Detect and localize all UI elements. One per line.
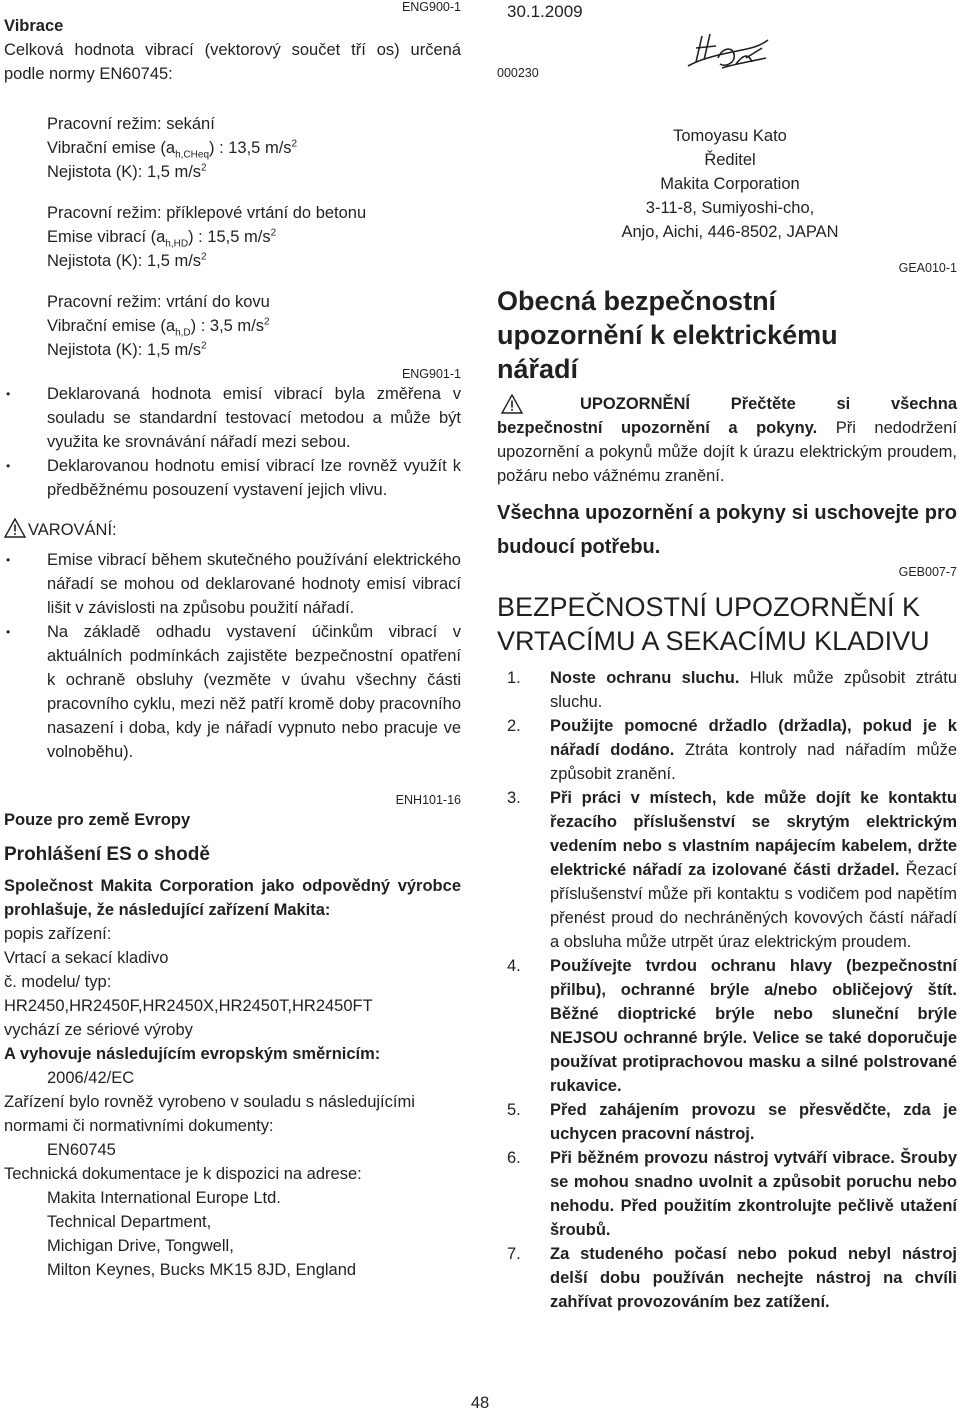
section-code: ENG901-1 [401, 367, 461, 381]
tech-doc-label: Technická dokumentace je k dispozici na adrese: [4, 1165, 362, 1183]
mode-metal-drilling [4, 290, 461, 362]
warning-icon [501, 394, 523, 414]
safety-item: 4. Používejte tvrdou ochranu hlavy (bezpečnostní přilbu), ochranné brýle a/nebo obličejový štít. Běžné dioptrické brýle nebo sluneční brýle NEJSOU ochranné brýle. Velice se také doporučuje používat protiprachovou masku a silné polstrované rukavice. [507, 957, 957, 1095]
description-value: Vrtací a sekací kladivo [4, 949, 169, 967]
mode-label: Pracovní režim: vrtání do kovu [47, 293, 270, 311]
hammer-safety-heading: BEZPEČNOSTNÍ UPOZORNĚNÍ K VRTACÍMU A SEKACÍMU KLADIVU [497, 592, 930, 656]
warning-icon [4, 518, 26, 538]
mode-emission: Emise vibrací $(a_{h,HD})$ : 15,5 $m/s^2$ [47, 227, 277, 250]
mode-hammer-drilling [4, 201, 461, 273]
section-code: GEA010-1 [898, 261, 957, 275]
warning-heading [4, 518, 461, 542]
warning-label: VAROVÁNÍ: [28, 521, 117, 539]
left-column [4, 0, 461, 1282]
page-number: 48 [470, 1394, 490, 1412]
model-label: č. modelu/ typ: [4, 973, 112, 991]
bullet-item: • Na základě odhadu vystavení účinkům vibrací v aktuálních podmínkách zajistěte bezpečnostní opatření k ochraně obsluhy (vezměte v úvahu všechny části pracovního cyklu, mezi něž patří kromě doby pracovního nasazení i doba, kdy je nářadí vypnuto nebo pracuje ve volnoběhu). [6, 623, 461, 761]
safety-item: 1. Noste ochranu sluchu. Hluk může způsobit ztrátu sluchu. [507, 669, 957, 711]
bullet-item: • Emise vibrací během skutečného používání elektrického nářadí se mohou od deklarované hodnoty emisí vibrací lišit v závislosti na způsobu použití nářadí. [6, 551, 461, 617]
mode-emission: Vibrační emise $(a_{h,D})$ : 3,5 $m/s^2$ [47, 316, 270, 339]
mode-label: Pracovní režim: příklepové vrtání do betonu [47, 204, 367, 222]
section-code: GEB007-7 [898, 565, 957, 579]
signatory-line: Ředitel [704, 151, 756, 169]
keep-instructions: Všechna upozornění a pokyny si uschovejte pro budoucí potřebu. [497, 502, 957, 558]
signatory-line: Anjo, Aichi, 446-8502, JAPAN [621, 223, 839, 241]
signature-icon [682, 28, 772, 78]
section-code: ENH101-16 [395, 793, 461, 807]
signatory-line: Tomoyasu Kato [673, 127, 787, 145]
safety-item: 3. Při práci v místech, kde může dojít ke kontaktu řezacího příslušenství se skrytým elektrickým vedením nebo s vlastním napájecím kabelem, držte elektrické nářadí za izolované části držadel. Řezací příslušenství může při kontaktu s vodičem pod napětím přenést proud do nechráněných kovových částí nářadí a obsluha může utrpět úraz elektrickým proudem. [507, 789, 957, 951]
standards-value: EN60745 [47, 1141, 116, 1159]
address-line: Makita International Europe Ltd. [47, 1189, 281, 1207]
signature-area [497, 24, 957, 84]
declaration-date: 30.1.2009 [507, 2, 583, 21]
vibration-title: Vibrace [4, 17, 64, 35]
safety-item: 7. Za studeného počasí nebo pokud nebyl nástroj delší dobu používán nechejte nástroj na chvíli zahřívat provozováním bez zatížení. [507, 1245, 957, 1311]
series-note: vychází ze sériové výroby [4, 1021, 193, 1039]
document-code: 000230 [497, 66, 539, 80]
mode-uncertainty: Nejistota (K): 1,5 $m/s^2$ [47, 251, 207, 270]
standards-label: Zařízení bylo rovněž vyrobeno v souladu s následujícími normami či normativními dokumenty: [4, 1093, 415, 1135]
general-safety-heading: Obecná bezpečnostní upozornění k elektrickému nářadí [497, 286, 838, 384]
safety-item: 6. Při běžném provozu nástroj vytváří vibrace. Šrouby se mohou snadno uvolnit a způsobit poruchu nebo nehodu. Před použitím zkontrolujte pečlivě utažení šroubů. [507, 1149, 957, 1239]
directive-value: 2006/42/EC [47, 1069, 135, 1087]
section-code: ENG900-1 [401, 0, 461, 14]
model-value: HR2450,HR2450F,HR2450X,HR2450T,HR2450FT [4, 997, 373, 1015]
signatory-block [497, 124, 957, 244]
safety-item: 5. Před zahájením provozu se přesvědčte, zda je uchycen pracovní nástroj. [507, 1101, 957, 1143]
right-column [497, 0, 957, 1314]
address-line: Technical Department, [47, 1213, 212, 1231]
mode-label: Pracovní režim: sekání [47, 115, 215, 133]
bullet-item: • Deklarovanou hodnotu emisí vibrací lze rovněž využít k předběžnému posouzení vystavení jejich vlivu. [6, 457, 461, 499]
mode-emission: Vibrační emise $(a_{h,CHeq})$ : 13,5 $m/s^2$ [47, 138, 298, 161]
address-line: Michigan Drive, Tongwell, [47, 1237, 234, 1255]
declaration-heading: Prohlášení ES o shodě [4, 844, 210, 865]
vibration-intro: Celková hodnota vibrací (vektorový součet tří os) určená podle normy EN60745: [4, 41, 461, 83]
signatory-line: Makita Corporation [660, 175, 800, 193]
directive-label: A vyhovuje následujícím evropským směrnicím: [4, 1045, 381, 1063]
signatory-line: 3-11-8, Sumiyoshi-cho, [645, 199, 815, 217]
address-line: Milton Keynes, Bucks MK15 8JD, England [47, 1261, 357, 1279]
description-label: popis zařízení: [4, 925, 112, 943]
safety-item: 2. Použijte pomocné držadlo (držadla), pokud je k nářadí dodáno. Ztráta kontroly nad nářadím může způsobit zranění. [507, 717, 957, 783]
general-warning [497, 392, 957, 488]
europe-heading: Pouze pro země Evropy [4, 811, 191, 829]
mode-uncertainty: Nejistota (K): 1,5 $m/s^2$ [47, 340, 207, 359]
warning-bold: UPOZORNĚNÍ Přečtěte si všechna bezpečnostní upozornění a pokyny. [497, 395, 957, 437]
bullet-item: • Deklarovaná hodnota emisí vibrací byla změřena v souladu se standardní testovací metodou a může být využita ke srovnávání nářadí mezi sebou. [6, 385, 461, 451]
mode-uncertainty: Nejistota (K): 1,5 $m/s^2$ [47, 162, 207, 181]
company-declaration: Společnost Makita Corporation jako odpovědný výrobce prohlašuje, že následující zařízení Makita: [4, 877, 461, 919]
mode-chiseling [4, 112, 461, 184]
warning-text: Při nedodržení upozornění a pokynů může dojít k úrazu elektrickým proudem, požáru nebo vážnému zranění. [497, 419, 957, 485]
